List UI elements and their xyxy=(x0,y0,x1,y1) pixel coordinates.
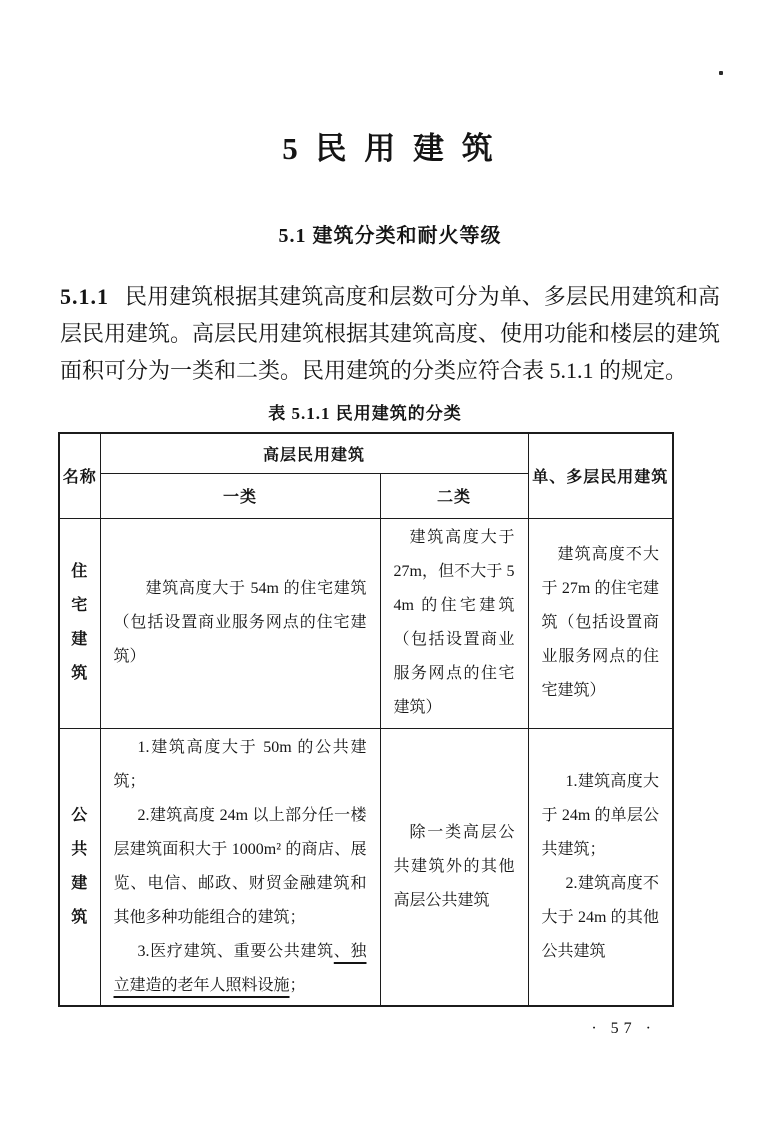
public-class-one-item-3 xyxy=(114,935,367,1003)
clause-text: 民用建筑根据其建筑高度和层数可分为单、多层民用建筑和高层民用建筑。高层民用建筑根据其建筑高度、使用功能和楼层的建筑面积可分为一类和二类。民用建筑的分类应符合表 5.1.1 的规定。 xyxy=(60,284,721,384)
residential-class-two: 建筑高度大于 27m，但不大于 54m 的住宅建筑（包括设置商业服务网点的住宅建筑） xyxy=(380,518,528,728)
scan-speck xyxy=(719,71,723,75)
residential-class-one: 建筑高度大于 54m 的住宅建筑（包括设置商业服务网点的住宅建筑） xyxy=(100,518,380,728)
public-name: 公共建筑 xyxy=(59,728,100,1006)
public-single-multi xyxy=(528,728,673,1006)
public-class-one-item-1: 1.建筑高度大于 50m 的公共建筑； xyxy=(113,738,367,790)
section-title: 5.1 建筑分类和耐火等级 xyxy=(278,225,502,248)
page-number: · 57 · xyxy=(591,1020,656,1037)
header-single-multi: 单、多层民用建筑 xyxy=(528,433,673,518)
table-row-public xyxy=(59,728,673,1006)
clause-5-1-1 xyxy=(60,278,720,389)
residential-name: 住宅建筑 xyxy=(59,518,100,728)
public-single-multi-item-1: 1.建筑高度大于 24m 的单层公共建筑； xyxy=(541,772,660,858)
public-class-one-item-3-end: ； xyxy=(289,976,306,994)
public-class-one xyxy=(100,728,380,1006)
header-class-two: 二类 xyxy=(380,473,528,518)
building-classification-table xyxy=(58,432,674,1007)
underlined-revision-text: 、独立建造的老年人照料设施 xyxy=(113,942,367,994)
table-header-row-1 xyxy=(59,433,673,473)
header-name: 名称 xyxy=(59,433,100,518)
public-class-one-item-2: 2.建筑高度 24m 以上部分任一楼层建筑面积大于 1000m² 的商店、展览、电信、邮政、财贸金融建筑和其他多种功能组合的建筑； xyxy=(113,806,367,926)
residential-single-multi: 建筑高度不大于 27m 的住宅建筑（包括设置商业服务网点的住宅建筑） xyxy=(528,518,673,728)
public-class-two: 除一类高层公共建筑外的其他高层公共建筑 xyxy=(380,728,528,1006)
table-row-residential xyxy=(59,518,673,728)
header-class-one: 一类 xyxy=(100,473,380,518)
clause-number: 5.1.1 xyxy=(60,284,109,310)
public-single-multi-item-2: 2.建筑高度不大于 24m 的其他公共建筑 xyxy=(541,874,660,960)
public-class-one-item-3-text: 3.医疗建筑、重要公共建筑 xyxy=(137,942,334,960)
table-caption: 表 5.1.1 民用建筑的分类 xyxy=(268,404,462,424)
header-high-rise: 高层民用建筑 xyxy=(100,433,528,473)
chapter-title: 5 民 用 建 筑 xyxy=(282,131,498,166)
